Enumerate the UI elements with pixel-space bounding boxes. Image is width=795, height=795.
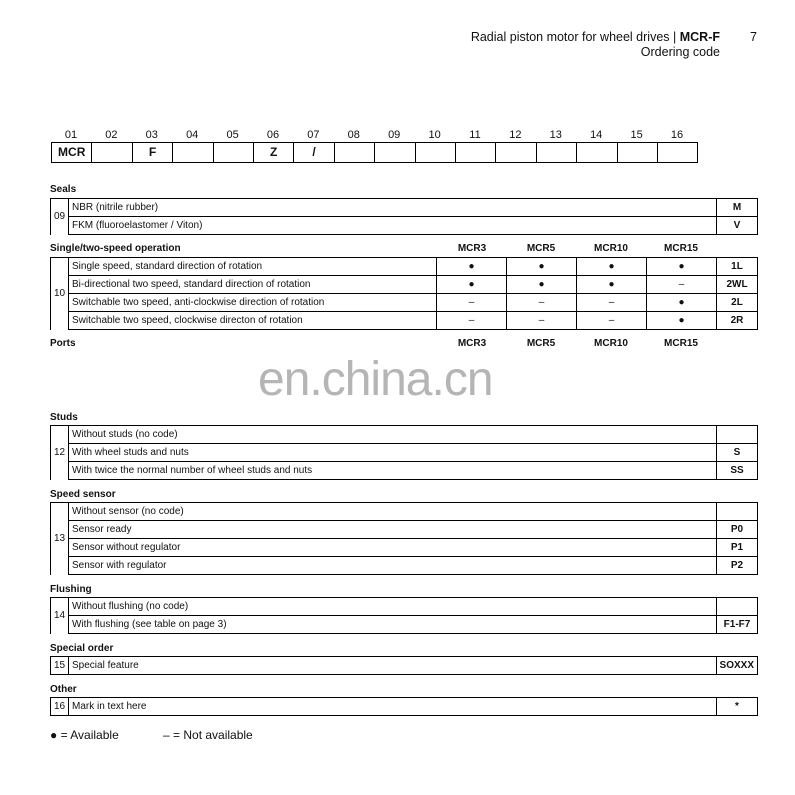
position-number: 02: [105, 129, 118, 141]
option-code: [717, 598, 758, 616]
ordering-code-box: [415, 142, 456, 163]
studs-table: [50, 425, 758, 480]
seals-table: [50, 198, 758, 235]
option-label: Without flushing (no code): [69, 598, 717, 616]
column-header: MCR15: [664, 243, 698, 254]
ordering-code-box: [374, 142, 415, 163]
option-code: S: [717, 444, 758, 462]
option-label: Single speed, standard direction of rotation: [69, 258, 437, 276]
position-number: 11: [469, 129, 481, 141]
position-number: 13: [549, 129, 562, 141]
position-number: 14: [590, 129, 603, 141]
availability-mark: ●: [647, 294, 717, 312]
availability-mark: ●: [647, 258, 717, 276]
watermark: en.china.cn: [258, 353, 493, 406]
availability-mark: –: [507, 294, 577, 312]
section-title-studs: Studs: [50, 412, 78, 423]
other-table: [50, 697, 758, 716]
option-code: P1: [717, 539, 758, 557]
position-number: 12: [509, 129, 522, 141]
position-number: 15: [630, 129, 643, 141]
column-header: MCR10: [594, 243, 628, 254]
availability-mark: ●: [577, 258, 647, 276]
section-title-speed-sensor: Speed sensor: [50, 489, 116, 500]
availability-mark: ●: [437, 276, 507, 294]
flushing-table: [50, 597, 758, 634]
option-code: SOXXX: [716, 657, 757, 675]
row-index: 15: [51, 657, 69, 675]
section-title-ports: Ports: [50, 338, 76, 349]
option-code: V: [717, 217, 758, 235]
ordering-code-box: [536, 142, 577, 163]
position-number: 16: [670, 129, 684, 141]
column-header: MCR15: [664, 338, 698, 349]
option-label: Bi-directional two speed, standard direction of rotation: [69, 276, 437, 294]
option-label: Without sensor (no code): [69, 503, 717, 521]
section-title-flushing: Flushing: [50, 584, 92, 595]
option-code: 2WL: [717, 276, 758, 294]
column-header: MCR3: [457, 338, 487, 349]
option-code: P0: [717, 521, 758, 539]
row-index: 10: [51, 258, 69, 330]
option-code: M: [717, 199, 758, 217]
section-title-other: Other: [50, 684, 77, 695]
position-number: 01: [64, 129, 78, 141]
availability-mark: –: [437, 294, 507, 312]
position-number: 09: [388, 129, 401, 141]
option-label: Mark in text here: [69, 698, 717, 716]
ordering-code-box: Z: [253, 142, 294, 163]
ordering-code-box: [172, 142, 213, 163]
option-label: Without studs (no code): [69, 426, 717, 444]
page-header: [471, 30, 720, 60]
option-label: With twice the normal number of wheel studs and nuts: [69, 462, 717, 480]
speed-operation-table: [50, 257, 758, 330]
speed-sensor-table: [50, 502, 758, 575]
option-code: SS: [717, 462, 758, 480]
position-number: 04: [186, 129, 199, 141]
option-label: Sensor with regulator: [69, 557, 717, 575]
option-label: Switchable two speed, clockwise directon of rotation: [69, 312, 437, 330]
availability-mark: ●: [507, 276, 577, 294]
availability-mark: ●: [647, 312, 717, 330]
column-header: MCR10: [594, 338, 628, 349]
option-code: [717, 503, 758, 521]
option-code: F1-F7: [717, 616, 758, 634]
position-number: 06: [266, 129, 280, 141]
option-label: FKM (fluoroelastomer / Viton): [69, 217, 717, 235]
ordering-code-box: [455, 142, 496, 163]
ordering-code-box: [576, 142, 617, 163]
ordering-code-box: MCR: [51, 142, 92, 163]
option-label: NBR (nitrile rubber): [69, 199, 717, 217]
ordering-code-box: [213, 142, 254, 163]
ordering-code-box: [334, 142, 375, 163]
row-index: 13: [51, 503, 69, 575]
section-title-special-order: Special order: [50, 643, 114, 654]
option-label: Switchable two speed, anti-clockwise direction of rotation: [69, 294, 437, 312]
option-code: 2L: [717, 294, 758, 312]
availability-mark: ●: [577, 276, 647, 294]
option-code: *: [717, 698, 758, 716]
availability-mark: ●: [507, 258, 577, 276]
availability-mark: –: [437, 312, 507, 330]
row-index: 14: [51, 598, 69, 634]
option-label: Sensor ready: [69, 521, 717, 539]
option-label: Sensor without regulator: [69, 539, 717, 557]
section-title-seals: Seals: [50, 184, 77, 195]
option-label: With flushing (see table on page 3): [69, 616, 717, 634]
availability-mark: –: [577, 312, 647, 330]
column-header: MCR5: [526, 338, 556, 349]
column-header: MCR5: [526, 243, 556, 254]
legend-not-available: – = Not available: [163, 728, 253, 742]
ordering-code-box: /: [293, 142, 334, 163]
row-index: 12: [51, 426, 69, 480]
column-header: MCR3: [457, 243, 487, 254]
position-number: 03: [145, 129, 158, 141]
position-number: 08: [347, 129, 360, 141]
header-subtitle: Ordering code: [640, 45, 720, 59]
option-code: 2R: [717, 312, 758, 330]
position-number: 07: [307, 129, 320, 141]
header-title: Radial piston motor for wheel drives |: [470, 30, 677, 44]
availability-mark: ●: [437, 258, 507, 276]
ordering-code-box: [657, 142, 698, 163]
availability-mark: –: [507, 312, 577, 330]
page-number: 7: [750, 30, 757, 44]
option-code: P2: [717, 557, 758, 575]
option-label: With wheel studs and nuts: [69, 444, 717, 462]
legend-available: ● = Available: [50, 728, 119, 742]
row-index: 09: [51, 199, 69, 235]
row-index: 16: [51, 698, 69, 716]
ordering-code-box: [495, 142, 536, 163]
availability-mark: –: [577, 294, 647, 312]
special-order-table: [50, 656, 758, 675]
option-label: Special feature: [69, 657, 717, 675]
ordering-code-box: [91, 142, 132, 163]
position-number: 05: [226, 129, 239, 141]
section-title-speed-operation: Single/two-speed operation: [50, 243, 181, 254]
ordering-code-box: F: [132, 142, 173, 163]
option-code: [717, 426, 758, 444]
ordering-code-box: [617, 142, 658, 163]
availability-mark: –: [647, 276, 717, 294]
option-code: 1L: [717, 258, 758, 276]
position-number: 10: [428, 129, 441, 141]
header-model: MCR-F: [679, 30, 720, 44]
